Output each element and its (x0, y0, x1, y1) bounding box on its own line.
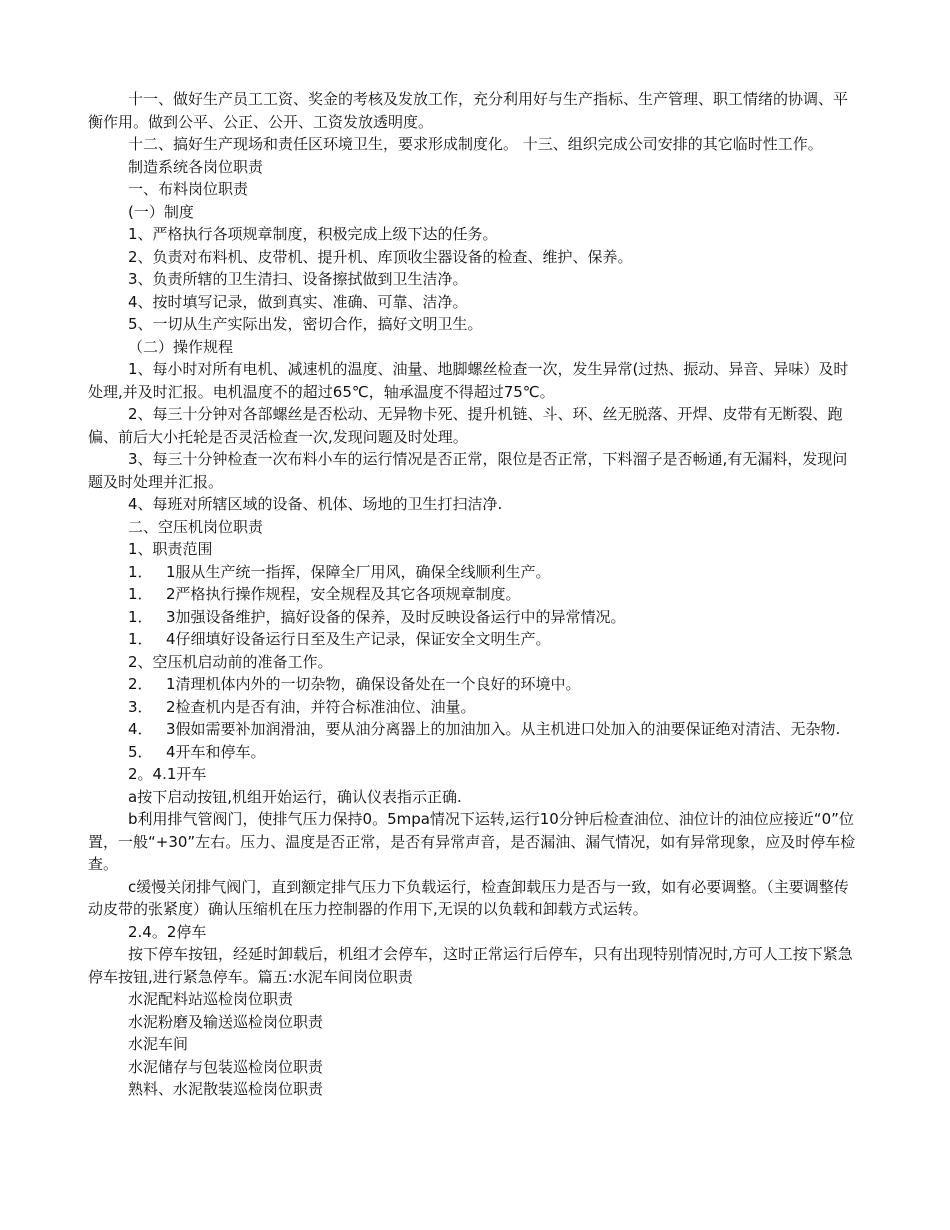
paragraph: 十一、做好生产员工工资、奖金的考核及发放工作，充分利用好与生产指标、生产管理、职工情绪的协调、平衡作用。做到公平、公正、公开、工资发放透明度。 (88, 90, 849, 131)
paragraph: 5、一切从生产实际出发，密切合作，搞好文明卫生。 (128, 315, 483, 333)
paragraph: 2、每三十分钟对各部螺丝是否松动、无异物卡死、提升机链、斗、环、丝无脱落、开焊、皮带有无断裂、跑偏、前后大小托轮是否灵活检查一次,发现问题及时处理。 (88, 405, 843, 446)
paragraph: (一）制度 (128, 202, 194, 221)
item-number: 1． (128, 562, 153, 581)
paragraph: 水泥车间 (128, 1035, 189, 1053)
item-number: 1． (128, 585, 153, 603)
paragraph: 水泥配料站巡检岗位职责 (128, 990, 294, 1008)
paragraph: 制造系统各岗位职责 (128, 157, 264, 176)
item-text: 2检查机内是否有油，并符合标准油位、油量。 (166, 697, 476, 716)
paragraph: 1、严格执行各项规章制度，积极完成上级下达的任务。 (128, 225, 498, 243)
numbered-item (88, 741, 860, 764)
paragraph: 2、负责对布料机、皮带机、提升机、库顶收尘器设备的检查、维护、保养。 (128, 247, 633, 266)
paragraph: 1、职责范围 (128, 540, 213, 558)
item-text: 1清理机体内外的一切杂物，确保设备处在一个良好的环境中。 (166, 675, 581, 693)
item-number: 5． (128, 742, 153, 761)
numbered-item (88, 628, 860, 651)
paragraph: 1、每小时对所有电机、减速机的温度、油量、地脚螺丝检查一次，发生异常(过热、振动、异音、异味）及时处理,并及时汇报。电机温度不的超过65℃，轴承温度不得超过75℃。 (88, 360, 849, 401)
paragraph: （二）操作规程 (128, 337, 234, 356)
numbered-item (88, 696, 860, 719)
paragraph: a按下启动按钮,机组开始运行，确认仪表指示正确. (128, 787, 462, 806)
paragraph: 3、每三十分钟检查一次布料小车的运行情况是否正常，限位是否正常，下料溜子是否畅通,有无漏料，发现问题及时处理并汇报。 (88, 450, 848, 491)
item-text: 1服从生产统一指挥，保障全厂用风，确保全线顺利生产。 (166, 562, 551, 581)
item-text: 3加强设备维护，搞好设备的保养，及时反映设备运行中的异常情况。 (166, 607, 626, 626)
paragraph: 水泥储存与包装巡检岗位职责 (128, 1057, 324, 1076)
paragraph: 按下停车按钮，经延时卸载后，机组才会停车，这时正常运行后停车，只有出现特别情况时,方可人工按下紧急停车按钮,进行紧急停车。篇五:水泥车间岗位职责 (88, 945, 853, 986)
item-number: 1． (128, 607, 153, 626)
numbered-item (88, 673, 860, 696)
paragraph: 3、负责所辖的卫生清扫、设备擦拭做到卫生洁净。 (128, 270, 468, 288)
item-number: 4． (128, 720, 153, 738)
numbered-item (88, 561, 860, 584)
item-number: 3． (128, 697, 153, 716)
paragraph: 水泥粉磨及输送巡检岗位职责 (128, 1012, 324, 1031)
paragraph: 2。4.1开车 (128, 765, 207, 783)
item-text: 4开车和停车。 (166, 742, 266, 761)
item-text: 3假如需要补加润滑油，要从油分离器上的加油加入。从主机进口处加入的油要保证绝对清洁、无杂物. (166, 720, 841, 738)
item-number: 2． (128, 675, 153, 693)
paragraph: c缓慢关闭排气阀门，直到额定排气压力下负载运行，检查卸载压力是否与一致，如有必要调整。（主要调整传动皮带的张紧度）确认压缩机在压力控制器的作用下,无误的以负载和卸载方式运转。 (88, 877, 849, 918)
paragraph: 2、空压机启动前的准备工作。 (128, 652, 333, 671)
numbered-item (88, 606, 860, 629)
paragraph: 4、每班对所辖区域的设备、机体、场地的卫生打扫洁净. (128, 495, 503, 513)
paragraph: 熟料、水泥散装巡检岗位职责 (128, 1080, 324, 1098)
paragraph: 二、空压机岗位职责 (128, 517, 264, 536)
paragraph: 一、布料岗位职责 (128, 180, 249, 198)
item-text: 2严格执行操作规程，安全规程及其它各项规章制度。 (166, 585, 521, 603)
item-number: 1． (128, 630, 153, 648)
paragraph: 4、按时填写记录，做到真实、准确、可靠、洁净。 (128, 292, 468, 311)
paragraph: 2.4。2停车 (128, 922, 207, 941)
paragraph: b利用排气管阀门，使排气压力保持0。5mpa情况下运转,运行10分钟后检查油位、油位计的油位应接近“0”位置，一般“+30”左右。压力、温度是否正常，是否有异常声音，是否漏油、漏气情况，如有异常现象，应及时停车检查。 (88, 810, 856, 873)
document-body (88, 88, 860, 1101)
numbered-item (88, 583, 860, 606)
item-text: 4仔细填好设备运行日至及生产记录，保证安全文明生产。 (166, 630, 551, 648)
paragraph: 十二、搞好生产现场和责任区环境卫生，要求形成制度化。 十三、组织完成公司安排的其它临时性工作。 (128, 135, 823, 153)
numbered-item (88, 718, 860, 741)
